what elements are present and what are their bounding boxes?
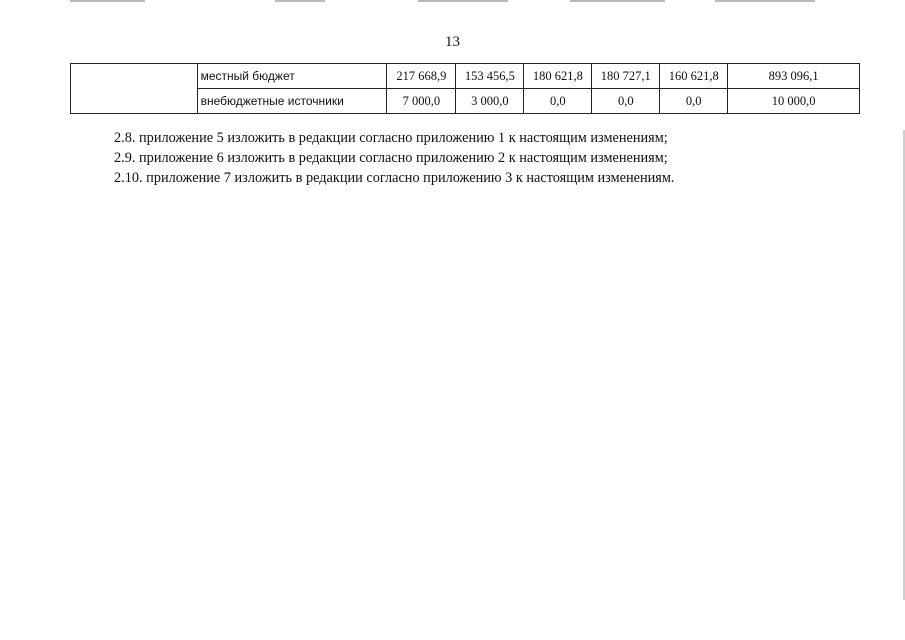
value-cell: 160 621,8 bbox=[660, 64, 728, 89]
amendment-items bbox=[114, 128, 675, 188]
funding-source-cell: внебюджетные источники bbox=[197, 89, 387, 114]
table-row bbox=[71, 64, 860, 89]
value-cell: 180 727,1 bbox=[592, 64, 660, 89]
amendment-item: 2.9. приложение 6 изложить в редакции согласно приложению 2 к настоящим изменениям; bbox=[114, 150, 668, 166]
value-cell: 180 621,8 bbox=[524, 64, 592, 89]
total-cell: 893 096,1 bbox=[728, 64, 860, 89]
amendment-item: 2.10. приложение 7 изложить в редакции согласно приложению 3 к настоящим изменениям. bbox=[114, 170, 675, 186]
value-cell: 0,0 bbox=[660, 89, 728, 114]
value-cell: 153 456,5 bbox=[456, 64, 524, 89]
merged-empty-cell bbox=[71, 64, 198, 114]
scan-edge-top bbox=[570, 0, 665, 2]
scan-edge-top bbox=[70, 0, 145, 2]
value-cell: 0,0 bbox=[524, 89, 592, 114]
scan-edge-top bbox=[418, 0, 508, 2]
funding-source-cell: местный бюджет bbox=[197, 64, 387, 89]
page-number: 13 bbox=[445, 34, 460, 50]
value-cell: 217 668,9 bbox=[387, 64, 456, 89]
scan-edge-top bbox=[275, 0, 325, 2]
total-cell: 10 000,0 bbox=[728, 89, 860, 114]
value-cell: 3 000,0 bbox=[456, 89, 524, 114]
value-cell: 7 000,0 bbox=[387, 89, 456, 114]
funding-table bbox=[70, 63, 860, 114]
amendment-item: 2.8. приложение 5 изложить в редакции согласно приложению 1 к настоящим изменениям; bbox=[114, 130, 668, 146]
value-cell: 0,0 bbox=[592, 89, 660, 114]
scan-edge-top bbox=[715, 0, 815, 2]
